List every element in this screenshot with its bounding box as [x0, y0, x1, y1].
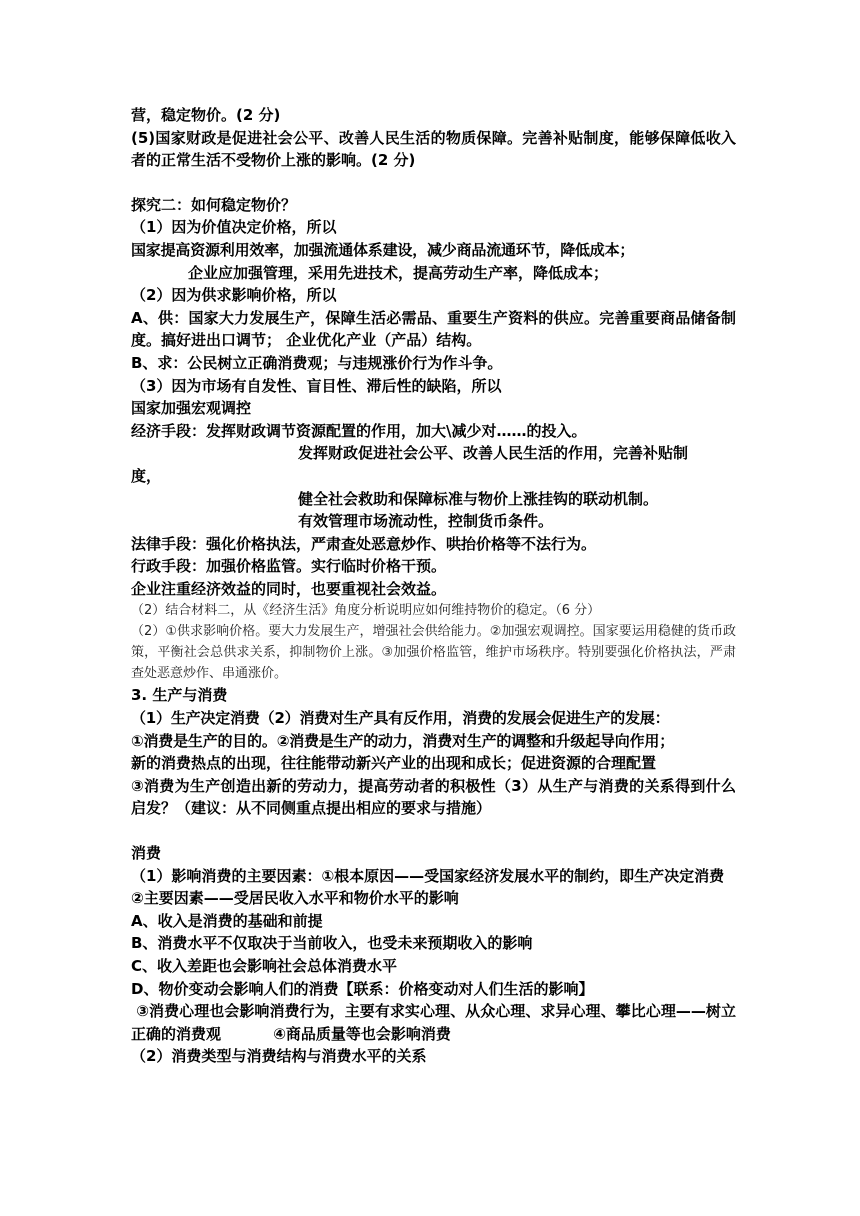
- answer-paragraph: （2）①供求影响价格。要大力发展生产，增强社会供给能力。②加强宏观调控。国家要运用稳健的货币政策，平衡社会总供求关系，抑制物价上涨。③加强价格监管，维护市场秩序。特别要强化价格执法，严肃查处恶意炒作、串通涨价。: [131, 624, 736, 682]
- text-line: 发挥财政促进社会公平、改善人民生活的作用，完善补贴制: [298, 444, 689, 463]
- text-paragraph: (5)国家财政是促进社会公平、改善人民生活的物质保障。完善补贴制度，能够保障低收入者的正常生活不受物价上涨的影响。(2 分): [131, 128, 736, 170]
- text-line: （1）因为价值决定价格，所以: [131, 218, 337, 237]
- text-line: 度，: [131, 466, 162, 485]
- blank-line: [131, 172, 736, 194]
- text-line: D、物价变动会影响人们的消费【联系：价格变动对人们生活的影响】: [131, 979, 594, 998]
- text-line: （2）消费类型与消费结构与消费水平的关系: [131, 1047, 427, 1066]
- text-line: ②主要因素——受居民收入水平和物价水平的影响: [131, 889, 459, 908]
- text-line: 有效管理市场流动性，控制货币条件。: [298, 512, 554, 531]
- text-paragraph: （1）影响消费的主要因素：①根本原因——受国家经济发展水平的制约，即生产决定消费: [131, 866, 725, 885]
- text-line: 经济手段：发挥财政调节资源配置的作用，加大\减少对……的投入。: [131, 421, 587, 440]
- section-heading: 探究二：如何稳定物价？: [131, 195, 297, 214]
- question-line: （2）结合材料二，从《经济生活》角度分析说明应如何维持物价的稳定。（6 分）: [131, 603, 601, 619]
- text-paragraph: ③消费心理也会影响消费行为，主要有求实心理、从众心理、求异心理、攀比心理——树立正确的消费观 ④商品质量等也会影响消费: [131, 1002, 736, 1043]
- text-line: A、收入是消费的基础和前提: [131, 911, 323, 930]
- text-line: （3）因为市场有自发性、盲目性、滞后性的缺陷，所以: [131, 376, 502, 395]
- text-line: 企业注重经济效益的同时，也要重视社会效益。: [131, 579, 447, 598]
- section-heading: 消费: [131, 844, 162, 863]
- text-line: 新的消费热点的出现，往往能带动新兴产业的出现和成长；促进资源的合理配置: [131, 754, 657, 773]
- text-line: C、收入差距也会影响社会总体消费水平: [131, 957, 398, 975]
- text-line: B、消费水平不仅取决于当前收入，也受未来预期收入的影响: [131, 934, 533, 953]
- text-line: ①消费是生产的目的。②消费是生产的动力，消费对生产的调整和升级起导向作用；: [131, 731, 675, 750]
- text-paragraph: ③消费为生产创造出新的劳动力，提高劳动者的积极性（3）从生产与消费的关系得到什么启发？（建议：从不同侧重点提出相应的要求与措施）: [131, 776, 736, 818]
- text-paragraph: A、供：国家大力发展生产，保障生活必需品、重要生产资料的供应。完善重要商品储备制度。搞好进出口调节； 企业优化产业（产品）结构。: [131, 308, 736, 350]
- text-line: B、求：公民树立正确消费观；与违规涨价行为作斗争。: [131, 353, 503, 372]
- text-line: （2）因为供求影响价格，所以: [131, 286, 337, 305]
- document-page: [131, 104, 736, 1068]
- text-line: 企业应加强管理，采用先进技术，提高劳动生产率，降低成本；: [188, 263, 609, 282]
- text-line: 国家加强宏观调控: [131, 399, 252, 418]
- text-line: 行政手段：加强价格监管。实行临时价格干预。: [131, 557, 447, 576]
- text-line: 法律手段：强化价格执法，严肃查处恶意炒作、哄抬价格等不法行为。: [131, 534, 597, 553]
- section-heading: 3. 生产与消费: [131, 686, 228, 705]
- text-line: 国家提高资源利用效率，加强流通体系建设，减少商品流通环节，降低成本；: [131, 240, 635, 259]
- blank-line: [131, 820, 736, 842]
- text-line: （1）生产决定消费（2）消费对生产具有反作用，消费的发展会促进生产的发展：: [131, 709, 670, 728]
- text-line: 健全社会救助和保障标准与物价上涨挂钩的联动机制。: [298, 489, 659, 508]
- text-line: 营，稳定物价。(2 分): [131, 106, 281, 124]
